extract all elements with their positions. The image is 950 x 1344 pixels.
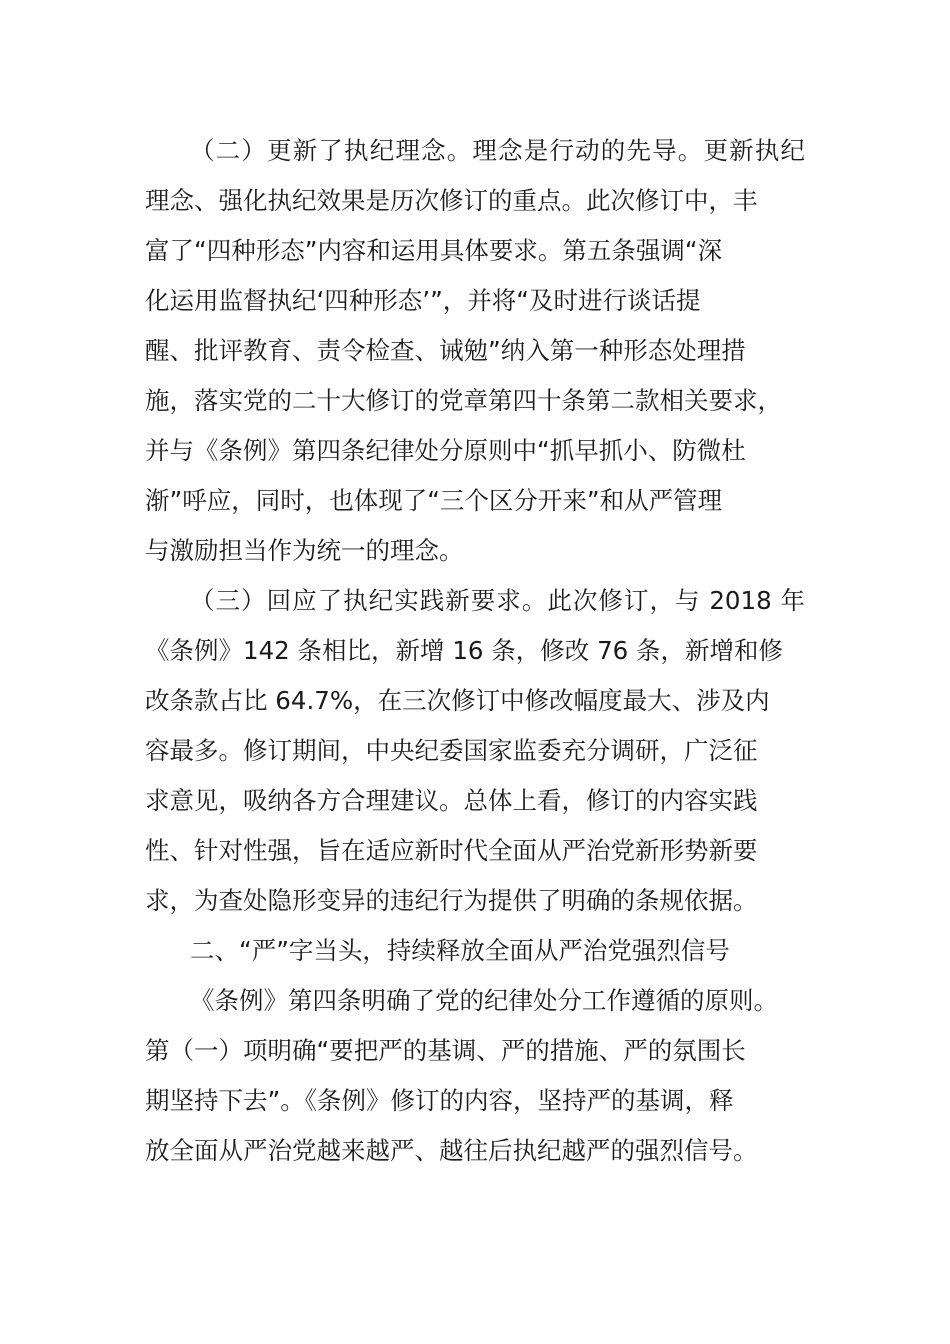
text-line: 放全面从严治党越来越严、越往后执纪越严的强烈信号。 — [145, 1136, 758, 1165]
text-line: 施，落实党的二十大修订的党章第四十条第二款相关要求， — [145, 386, 782, 415]
text-line: 容最多。修订期间，中央纪委国家监委充分调研，广泛征 — [145, 736, 758, 765]
text-line: 富了“四种形态”内容和运用具体要求。第五条强调“深 — [145, 236, 723, 265]
text-line: 并与《条例》第四条纪律处分原则中“抓早抓小、防微杜 — [145, 436, 746, 465]
text-line: 渐”呼应，同时，也体现了“三个区分开来”和从严管理 — [145, 486, 723, 515]
document-body — [145, 126, 805, 1176]
text-line: 与激励担当作为统一的理念。 — [145, 536, 464, 565]
text-line: 化运用监督执纪‘四种形态’”，并将“及时进行谈话提 — [145, 286, 701, 315]
text-line: 性、针对性强，旨在适应新时代全面从严治党新形势新要 — [145, 836, 758, 865]
text-line: 二、“严”字当头，持续释放全面从严治党强烈信号 — [190, 936, 730, 965]
text-line: 《条例》142 条相比，新增 16 条，修改 76 条，新增和修 — [145, 636, 784, 665]
text-line: 期坚持下去”。《条例》修订的内容，坚持严的基调，释 — [145, 1086, 734, 1115]
text-line: （三）回应了执纪实践新要求。此次修订，与 2018 年 — [190, 586, 805, 615]
text-line: 理念、强化执纪效果是历次修订的重点。此次修订中，丰 — [145, 186, 758, 215]
text-line: 求，为查处隐形变异的违纪行为提供了明确的条规依据。 — [145, 886, 758, 915]
text-line: 《条例》第四条明确了党的纪律处分工作遵循的原则。 — [190, 986, 778, 1015]
text-line: 改条款占比 64.7%，在三次修订中修改幅度最大、涉及内 — [145, 686, 770, 715]
text-line: 醒、批评教育、责令检查、诫勉”纳入第一种形态处理措 — [145, 336, 746, 365]
text-line: 第（一）项明确“要把严的基调、严的措施、严的氛围长 — [145, 1036, 746, 1065]
text-line: 求意见，吸纳各方合理建议。总体上看，修订的内容实践 — [145, 786, 758, 815]
text-line: （二）更新了执纪理念。理念是行动的先导。更新执纪 — [190, 136, 805, 165]
